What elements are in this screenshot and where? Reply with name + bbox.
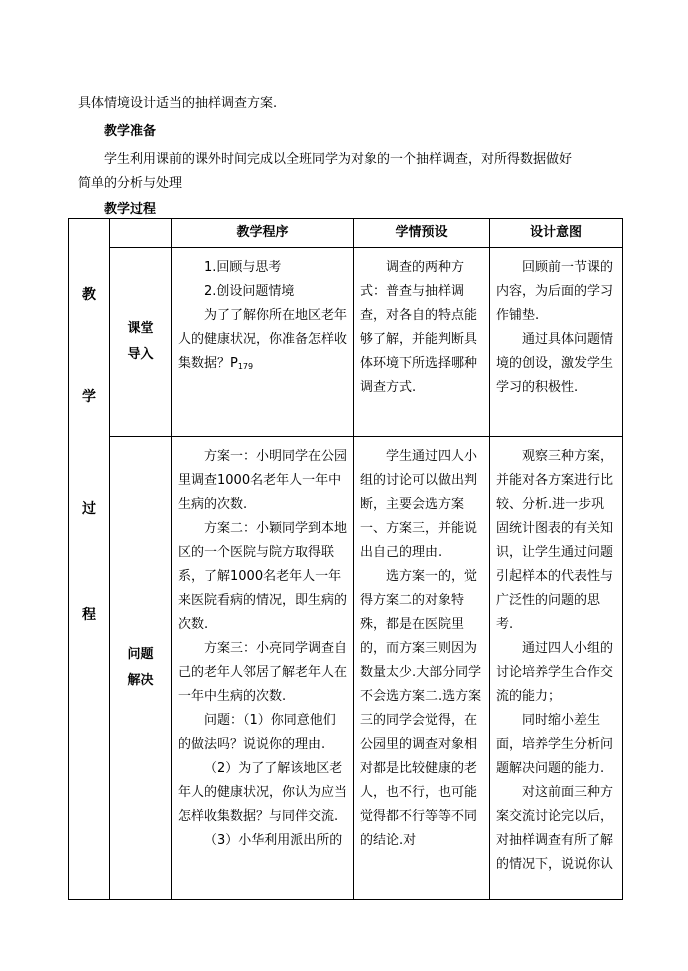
process-label-char: 程 [82, 607, 96, 623]
program-paragraph: 问题：（1）你同意他们的做法吗？说说你的理由. [178, 713, 336, 752]
section-cell [110, 248, 172, 437]
header-teaching-program: 教学程序 [172, 219, 354, 248]
table-row-classroom-intro [69, 248, 623, 437]
heading-teaching-preparation: 教学准备 [104, 124, 157, 139]
program-paragraph: 2.创设问题情境 [204, 284, 295, 299]
intent-paragraph: 回顾前一节课的内容，为后面的学习作铺垫. [496, 260, 614, 323]
intro-line: 具体情境设计适当的抽样调查方案. [78, 96, 278, 111]
page-reference: 179 [237, 362, 254, 371]
process-label-char: 学 [82, 389, 96, 405]
table-header-row [69, 219, 623, 248]
presumption-paragraph: 调查的两种方式：普查与抽样调查，对各自的特点能够了解，并能判断具体环境下所选择哪种调查方式. [360, 260, 478, 395]
section-cell [110, 437, 172, 900]
preparation-text-line1: 学生利用课前的课外时间完成以全班同学为对象的一个抽样调查，对所得数据做好 [104, 152, 573, 167]
program-paragraph: 方案一：小明同学在公园里调查1000名老年人一年中生病的次数. [178, 449, 348, 512]
intent-paragraph: 通过四人小组的讨论培养学生合作交流的能力； [496, 641, 614, 704]
program-paragraph: 方案二：小颖同学到本地区的一个医院与院方取得联系，了解1000名老年人一年来医院看病的情况，即生病的次数. [178, 521, 348, 632]
process-label-char: 教 [82, 287, 96, 303]
program-paragraph: 1.回顾与思考 [204, 260, 282, 275]
intent-cell [490, 248, 623, 437]
intent-paragraph: 对这前面三种方案交流讨论完以后，对抽样调查有所了解的情况下，说说你认 [496, 785, 614, 872]
program-cell [172, 437, 354, 900]
section-label-line: 解决 [127, 673, 154, 688]
intent-paragraph: 同时缩小差生面，培养学生分析问题解决问题的能力. [496, 713, 614, 776]
program-paragraph: （2）为了了解该地区老年人的健康状况，你认为应当怎样收集数据？与同伴交流. [178, 761, 348, 824]
program-paragraph: 方案三：小亮同学调查自己的老年人邻居了解老年人在一年中生病的次数. [178, 641, 348, 704]
header-design-intent: 设计意图 [490, 219, 623, 248]
process-label-cell [69, 219, 110, 900]
heading-teaching-process: 教学过程 [104, 202, 157, 217]
section-label-line: 问题 [127, 647, 154, 662]
intent-paragraph: 通过具体问题情境的创设，激发学生学习的积极性. [496, 332, 614, 395]
program-question-text: 为了了解你所在地区老年人的健康状况，你准备怎样收集数据？P [178, 308, 348, 371]
presumption-cell [354, 437, 490, 900]
section-label-line: 导入 [127, 347, 154, 362]
intent-paragraph: 观察三种方案，并能对各方案进行比较、分析.进一步巩固统计图表的有关知识，让学生通过问题引起样本的代表性与广泛性的问题的思考. [496, 449, 614, 632]
process-label-char: 过 [82, 501, 96, 517]
presumption-paragraph: 选方案一的，觉得方案二的对象特殊，都是在医院里的，而方案三则因为数量太少.大部分同学不会选方案二.选方案三的同学会觉得，在公园里的调查对象相对都是比较健康的老人，也不行，也可能觉得都不行等等不同的结论.对 [360, 569, 482, 848]
preparation-text-line2: 简单的分析与处理 [78, 176, 183, 191]
program-paragraph [178, 304, 347, 379]
teaching-process-table [68, 218, 623, 900]
header-learning-presumption: 学情预设 [354, 219, 490, 248]
intent-cell [490, 437, 623, 900]
presumption-paragraph: 学生通过四人小组的讨论可以做出判断，主要会选方案一、方案三，并能说出自己的理由. [360, 449, 478, 560]
table-row-problem-solving [69, 437, 623, 900]
program-paragraph: （3）小华利用派出所的 [204, 833, 343, 848]
presumption-cell [354, 248, 490, 437]
program-cell [172, 248, 354, 437]
header-blank-cell [110, 219, 172, 248]
section-label-line: 课堂 [127, 321, 154, 336]
